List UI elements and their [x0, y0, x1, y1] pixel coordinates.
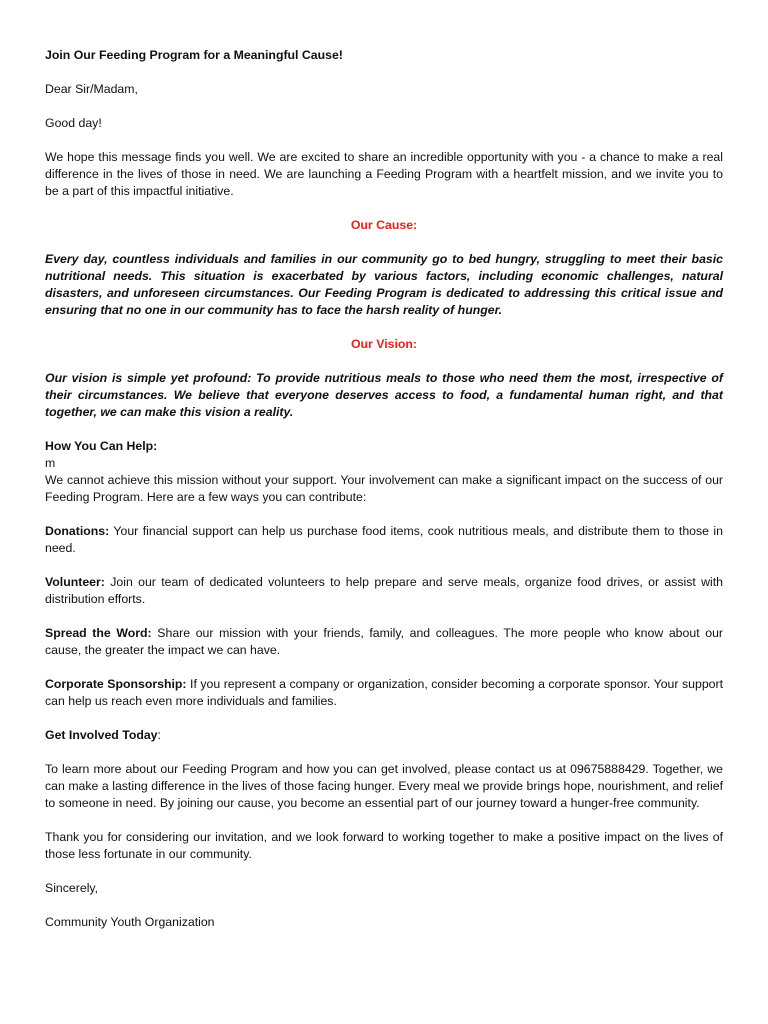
salutation: Dear Sir/Madam,	[45, 82, 138, 96]
way-spread-the-word	[45, 625, 723, 659]
vision-paragraph: Our vision is simple yet profound: To provide nutritious meals to those who need them the most, irrespective of their circumstances. We believe that everyone deserves access to food, a fundamental human right, and that together, we can make this vision a reality.	[45, 371, 723, 419]
way-volunteer-label: Volunteer:	[45, 575, 105, 589]
way-donations	[45, 523, 723, 557]
way-volunteer-text: Join our team of dedicated volunteers to help prepare and serve meals, organize food drives, or assist with distribution efforts.	[45, 575, 723, 606]
vision-heading: Our Vision:	[350, 337, 418, 351]
help-heading: How You Can Help:	[45, 439, 158, 453]
way-donations-text: Your financial support can help us purchase food items, cook nutritious meals, and distribute them to those in need.	[45, 524, 723, 555]
involved-heading-text: Get Involved Today	[45, 728, 158, 742]
greeting: Good day!	[45, 116, 102, 130]
cause-paragraph: Every day, countless individuals and families in our community go to bed hungry, struggling to meet their basic nutritional needs. This situation is exacerbated by various factors, including economic challenges, natural disasters, and unforeseen circumstances. Our Feeding Program is dedicated to addressing this critical issue and ensuring that no one in our community has to face the harsh reality of hunger.	[45, 252, 723, 317]
thanks-paragraph: Thank you for considering our invitation, and we look forward to working together to make a positive impact on the lives of those less fortunate in our community.	[45, 830, 723, 861]
way-spread-the-word-text: Share our mission with your friends, family, and colleagues. The more people who know about our cause, the greater the impact we can have.	[45, 626, 724, 657]
signature: Community Youth Organization	[45, 915, 215, 929]
way-corporate-sponsorship	[45, 676, 723, 710]
way-donations-label: Donations:	[45, 524, 110, 538]
cause-heading: Our Cause:	[350, 218, 418, 232]
intro-paragraph: We hope this message finds you well. We are excited to share an incredible opportunity with you - a chance to make a real difference in the lives of those in need. We are launching a Feeding Program with a heartfelt mission, and we invite you to be a part of this impactful initiative.	[45, 150, 723, 198]
involved-heading	[45, 727, 723, 744]
way-corporate-sponsorship-text: If you represent a company or organization, consider becoming a corporate sponsor. Your support can help us reach even more individuals and families.	[45, 677, 724, 708]
involved-heading-colon: :	[157, 728, 161, 742]
way-volunteer	[45, 574, 723, 608]
way-corporate-sponsorship-label: Corporate Sponsorship:	[45, 677, 187, 691]
involved-paragraph: To learn more about our Feeding Program and how you can get involved, please contact us at 09675888429. Together, we can make a lasting difference in the lives of those facing hunger. Every meal we provide brings hope, nourishment, and relief to someone in need. By joining our cause, you become an essential part of our journey toward a hunger-free community.	[45, 762, 723, 810]
letter-title: Join Our Feeding Program for a Meaningful Cause!	[45, 48, 343, 62]
help-stray-text: m	[45, 456, 56, 470]
help-intro-paragraph: We cannot achieve this mission without your support. Your involvement can make a significant impact on the success of our Feeding Program. Here are a few ways you can contribute:	[45, 473, 723, 504]
way-spread-the-word-label: Spread the Word:	[45, 626, 152, 640]
closing: Sincerely,	[45, 881, 99, 895]
